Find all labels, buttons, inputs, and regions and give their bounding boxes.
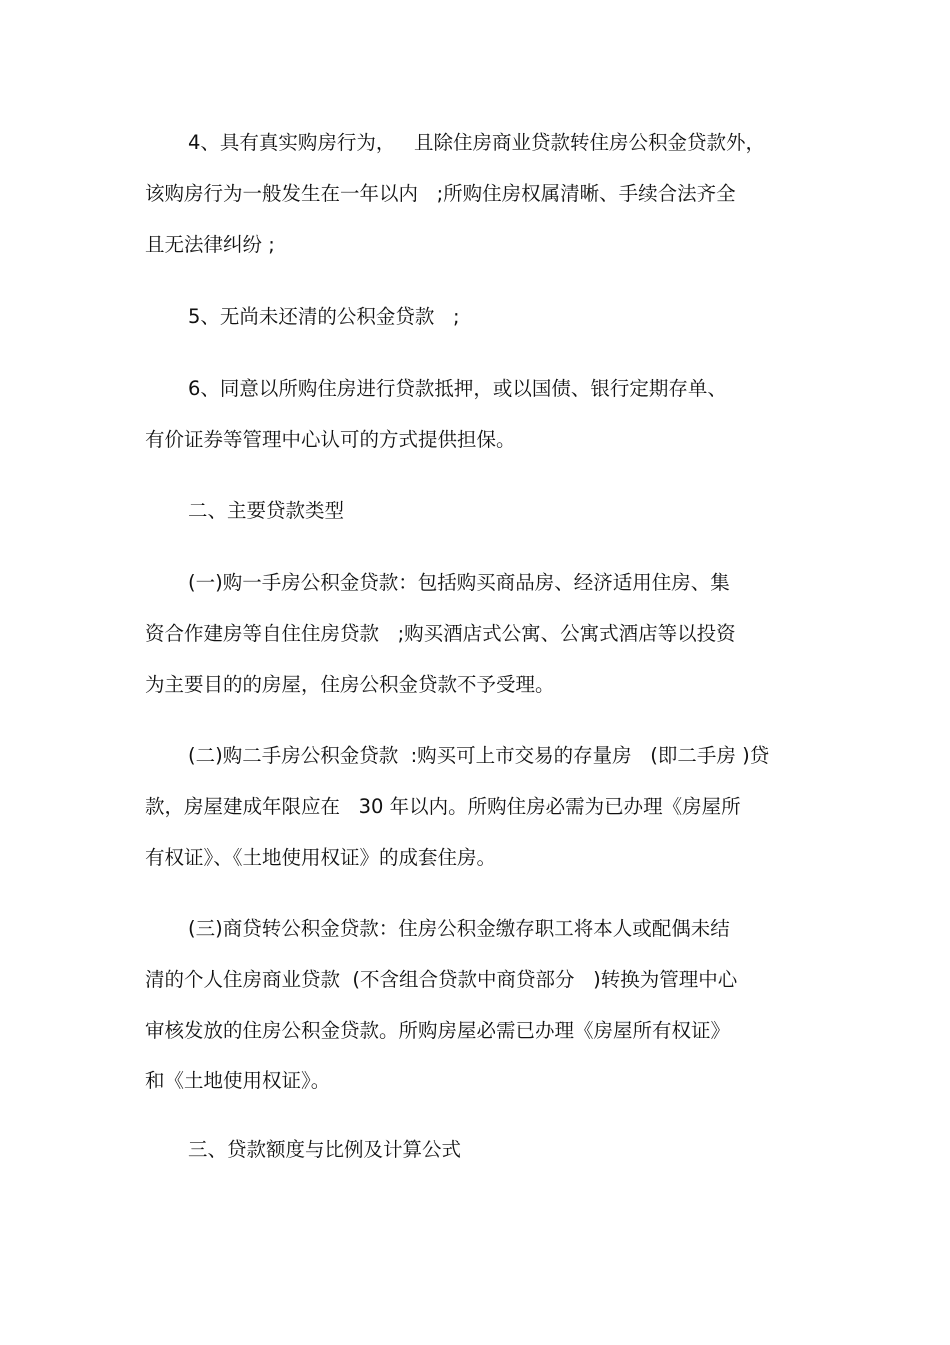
paragraph-line: 审核发放的住房公积金贷款。所购房屋必需已办理《房屋所有权证》 xyxy=(145,1019,731,1042)
paragraph-line: 6、同意以所购住房进行贷款抵押，或以国债、银行定期存单、 xyxy=(188,377,727,400)
section-heading: 三、贷款额度与比例及计算公式 xyxy=(188,1138,462,1161)
paragraph-line: 为主要目的的房屋，住房公积金贷款不予受理。 xyxy=(145,673,555,696)
paragraph-line: (三)商贷转公积金贷款：住房公积金缴存职工将本人或配偶未结 xyxy=(188,917,730,940)
section-heading: 二、主要贷款类型 xyxy=(188,499,345,522)
paragraph-line: (一)购一手房公积金贷款：包括购买商品房、经济适用住房、集 xyxy=(188,571,730,594)
paragraph-line: 有价证券等管理中心认可的方式提供担保。 xyxy=(145,428,516,451)
paragraph-line: 5、无尚未还清的公积金贷款 ; xyxy=(188,305,460,328)
paragraph-line: 清的个人住房商业贷款 (不含组合贷款中商贷部分 )转换为管理中心 xyxy=(145,968,738,991)
paragraph-line: 有权证》、《土地使用权证》的成套住房。 xyxy=(145,846,497,869)
paragraph-line: 资合作建房等自住住房贷款 ;购买酒店式公寓、公寓式酒店等以投资 xyxy=(145,622,736,645)
paragraph-line: 且无法律纠纷 ; xyxy=(145,233,275,256)
paragraph-line: 和《土地使用权证》。 xyxy=(145,1069,331,1092)
paragraph-line: 款，房屋建成年限应在 30 年以内。所购住房必需为已办理《房屋所 xyxy=(145,795,741,818)
paragraph-line: 4、具有真实购房行为， 且除住房商业贷款转住房公积金贷款外， xyxy=(188,131,766,154)
paragraph-line: (二)购二手房公积金贷款 :购买可上市交易的存量房 (即二手房 )贷 xyxy=(188,744,770,767)
paragraph-line: 该购房行为一般发生在一年以内 ;所购住房权属清晰、手续合法齐全 xyxy=(145,182,736,205)
